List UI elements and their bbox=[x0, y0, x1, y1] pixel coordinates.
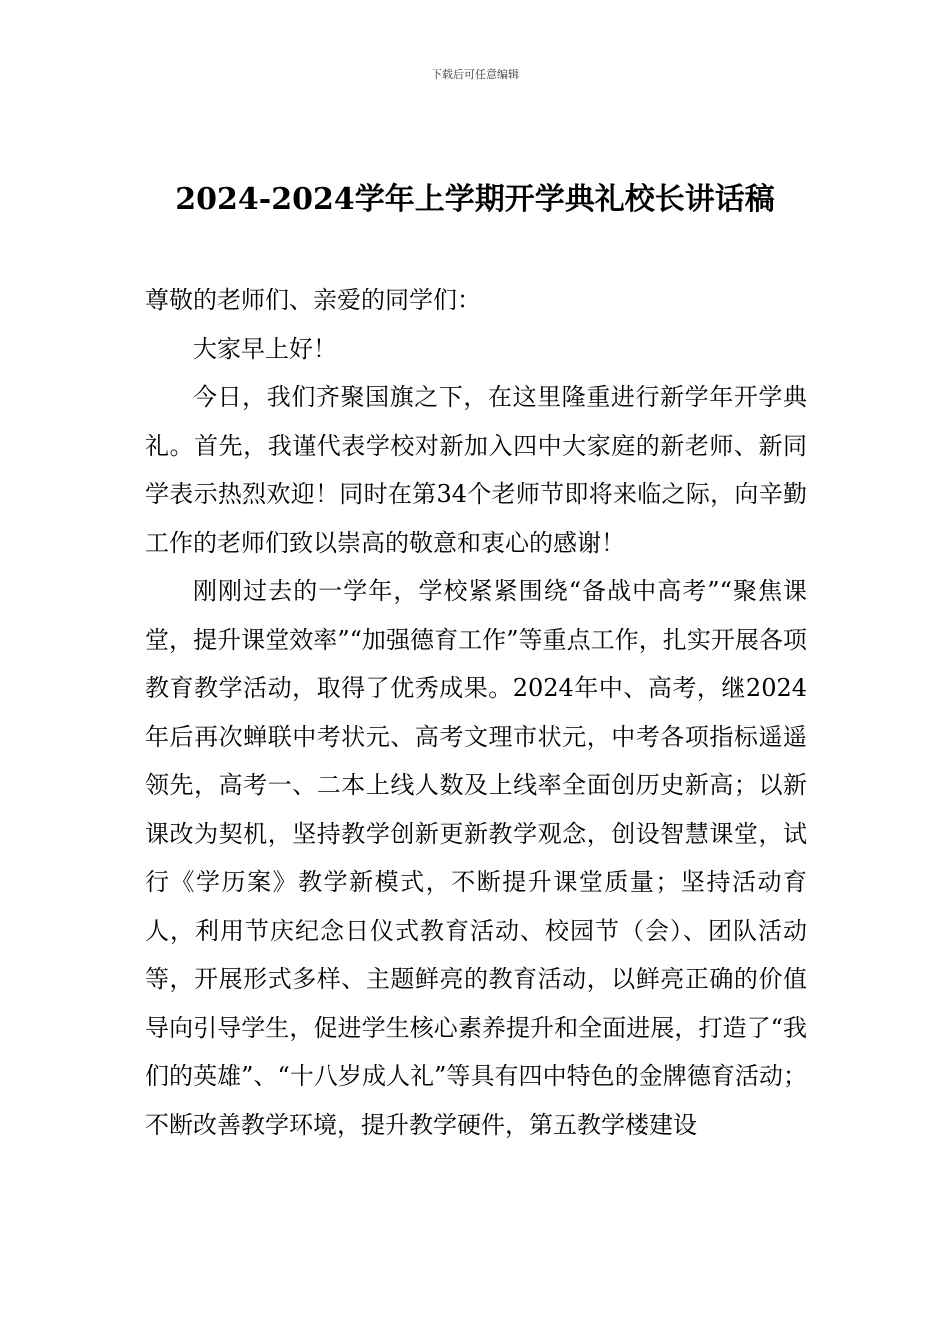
document-body bbox=[145, 276, 807, 1149]
header-note: 下载后可任意编辑 bbox=[431, 68, 519, 81]
greeting-paragraph: 大家早上好！ bbox=[193, 334, 337, 363]
welcome-paragraph: 今日，我们齐聚国旗之下，在这里隆重进行新学年开学典礼。首先，我谨代表学校对新加入四中大家庭的新老师、新同学表示热烈欢迎！同时在第34个老师节即将来临之际，向辛勤工作的老师们致以崇高的敬意和衷心的感谢！ bbox=[145, 383, 807, 557]
document-title: 2024-2024学年上学期开学典礼校长讲话稿 bbox=[175, 182, 775, 217]
achievements-paragraph: 刚刚过去的一学年，学校紧紧围绕“备战中高考”“聚焦课堂，提升课堂效率”“加强德育工作”等重点工作，扎实开展各项教育教学活动，取得了优秀成果。2024年中、高考，继2024年后再次蝉联中考状元、高考文理市状元，中考各项指标遥遥领先，高考一、二本上线人数及上线率全面创历史新高；以新课改为契机，坚持教学创新更新教学观念，创设智慧课堂，试行《学历案》教学新模式，不断提升课堂质量；坚持活动育人，利用节庆纪念日仪式教育活动、校园节（会）、团队活动等，开展形式多样、主题鲜亮的教育活动，以鲜亮正确的价值导向引导学生，促进学生核心素养提升和全面进展，打造了“我们的英雄”、“十八岁成人礼”等具有四中特色的金牌德育活动；不断改善教学环境，提升教学硬件，第五教学楼建设 bbox=[145, 577, 807, 1139]
salutation: 尊敬的老师们、亲爱的同学们： bbox=[145, 286, 481, 314]
